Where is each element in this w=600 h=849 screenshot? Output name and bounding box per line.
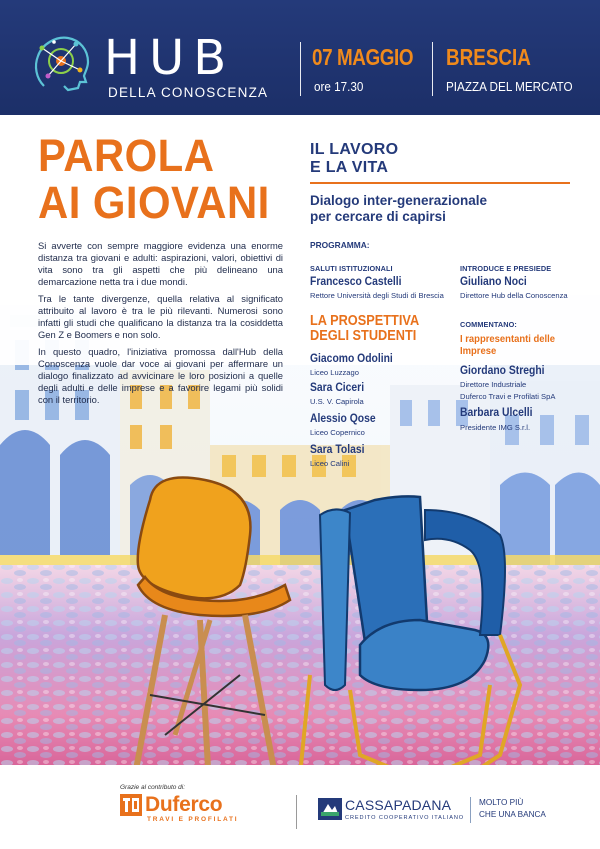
commenter-role: Presidente IMG S.r.l. bbox=[460, 423, 531, 432]
duferco-tagline: TRAVI E PROFILATI bbox=[147, 816, 239, 823]
duferco-logo-icon bbox=[120, 794, 142, 816]
tagline-line: Dialogo inter-generazionale bbox=[310, 193, 488, 208]
header-divider bbox=[300, 42, 301, 96]
student-school: U.S. V. Capirola bbox=[310, 397, 364, 406]
student-name: Sara Tolasi bbox=[310, 444, 365, 456]
host-role: Direttore Hub della Conoscenza bbox=[460, 291, 568, 300]
commenter-name: Giordano Streghi bbox=[460, 365, 545, 377]
event-date: 07 MAGGIO bbox=[312, 44, 414, 70]
commenters-subheading-line: I rappresentanti delle bbox=[460, 333, 556, 345]
claim-line: MOLTO PIÙ bbox=[479, 798, 524, 807]
intro-paragraph: Tra le tante divergenze, quella relativa al significato attribuito al lavoro è tra le più rilevanti. Numerosi sono infatti gli studi che qualificano la distanza tra la cosiddetta Gen Z e Boomers e non solo. bbox=[38, 293, 283, 340]
claim-line: CHE UNA BANCA bbox=[479, 810, 546, 819]
event-tagline bbox=[310, 193, 570, 225]
commenter-name: Barbara Ulcelli bbox=[460, 407, 533, 419]
subtitle-rule bbox=[310, 182, 570, 184]
intro-text bbox=[38, 240, 283, 411]
student-school: Liceo Luzzago bbox=[310, 368, 359, 377]
host-label: INTRODUCE E PRESIEDE bbox=[460, 264, 552, 273]
tagline-line: per cercare di capirsi bbox=[310, 209, 446, 224]
student-school: Liceo Calini bbox=[310, 459, 350, 468]
student-name: Alessio Qose bbox=[310, 413, 376, 425]
programme-heading: PROGRAMMA: bbox=[310, 240, 370, 250]
commenter-role: Direttore Industriale bbox=[460, 380, 527, 389]
commenters-subheading bbox=[460, 333, 555, 357]
event-time: ore 17.30 bbox=[314, 79, 364, 94]
event-title bbox=[38, 132, 270, 226]
students-heading-line: LA PROSPETTIVA bbox=[310, 313, 420, 329]
intro-paragraph: In questo quadro, l'iniziativa promossa dall'Hub della Conoscenza vuole dar voce ai giovani per affermare un dialogo finalizzato ad avvicinare le loro posizioni a quelle degli adulti e delle imprese e a favorire legami più solidi con il territorio. bbox=[38, 346, 283, 405]
cassapadana-name: CASSAPADANA bbox=[345, 797, 452, 813]
student-name: Giacomo Odolini bbox=[310, 353, 393, 365]
students-heading-line: DEGLI STUDENTI bbox=[310, 328, 417, 344]
subtitle-line: IL LAVORO bbox=[310, 141, 399, 158]
host-name: Giuliano Noci bbox=[460, 276, 527, 288]
commenter-company: Duferco Travi e Profilati SpA bbox=[460, 392, 556, 401]
cassapadana-logo-icon bbox=[318, 798, 342, 820]
event-place: PIAZZA DEL MERCATO bbox=[446, 79, 573, 94]
hub-logo-subtitle: DELLA CONOSCENZA bbox=[108, 85, 269, 100]
sponsors-thanks: Grazie al contributo di: bbox=[120, 784, 186, 791]
cassapadana-subtitle: CREDITO COOPERATIVO ITALIANO bbox=[345, 815, 465, 821]
duferco-name: Duferco bbox=[145, 793, 223, 816]
greetings-role: Rettore Università degli Studi di Brescia bbox=[310, 291, 444, 300]
intro-paragraph: Si avverte con sempre maggiore evidenza una enorme distanza tra giovani e adulti: aspirazioni, valori, obiettivi di vita sono tra gli aspetti che più delineano una demarcazione netta tra i due mondi. bbox=[38, 240, 283, 287]
commenters-label: COMMENTANO: bbox=[460, 320, 517, 329]
greetings-label: SALUTI ISTITUZIONALI bbox=[310, 264, 393, 273]
hub-logo-word: HUB bbox=[104, 30, 236, 86]
greetings-name: Francesco Castelli bbox=[310, 276, 402, 288]
students-heading bbox=[310, 314, 419, 344]
commenters-subheading-line: Imprese bbox=[460, 345, 497, 357]
title-line: PAROLA bbox=[38, 130, 215, 181]
student-name: Sara Ciceri bbox=[310, 382, 365, 394]
title-line: AI GIOVANI bbox=[38, 177, 270, 228]
student-school: Liceo Copernico bbox=[310, 428, 365, 437]
subtitle-line: E LA VITA bbox=[310, 159, 389, 176]
header-divider bbox=[432, 42, 433, 96]
cassapadana-claim bbox=[479, 797, 546, 821]
event-subtitle bbox=[310, 141, 398, 177]
footer-divider bbox=[470, 797, 471, 823]
event-city: BRESCIA bbox=[446, 44, 531, 70]
footer-divider bbox=[296, 795, 297, 829]
hub-brain-logo-icon bbox=[30, 32, 92, 94]
